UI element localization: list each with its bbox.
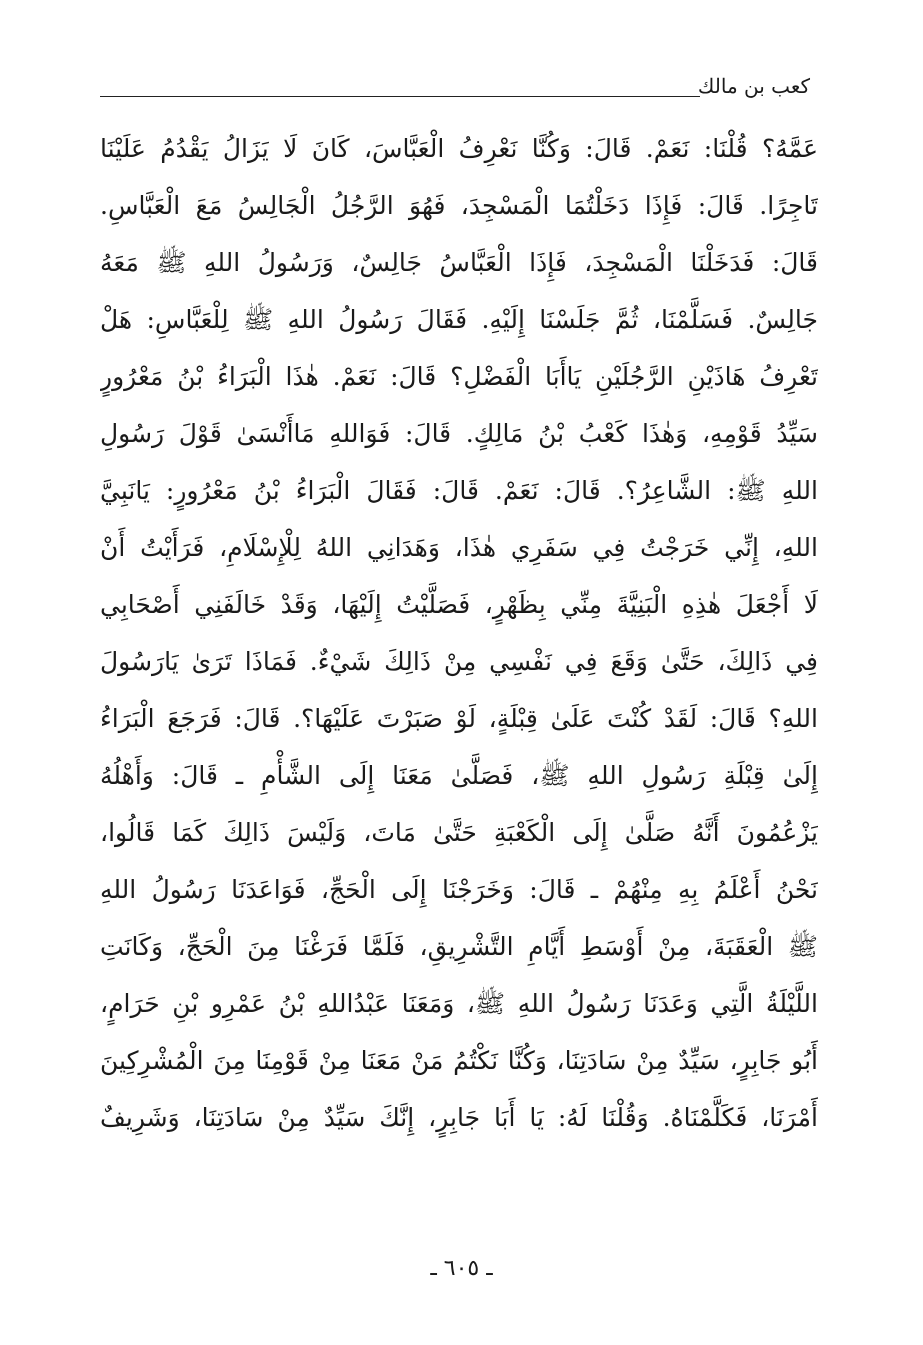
text-line: اللَّيْلَةُ الَّتِي وَعَدَنَا رَسُولُ اللهِ ﷺ، وَمَعَنَا عَبْدُاللهِ بْنُ عَمْرِو بْنِ حَرَامٍ، xyxy=(100,989,818,1018)
text-line: ﷺ الْعَقَبَةَ، مِنْ أَوْسَطِ أَيَّامِ التَّشْرِيقِ، فَلَمَّا فَرَغْنَا مِنَ الْحَجِّ، وَكَانَتِ xyxy=(100,932,818,961)
text-line: اللهِ ﷺ: الشَّاعِرُ؟. قَالَ: نَعَمْ. قَالَ: فَقَالَ الْبَرَاءُ بْنُ مَعْرُورٍ: يَانَبِيَّ xyxy=(100,476,818,505)
text-line: يَزْعُمُونَ أَنَّهُ صَلَّىٰ إِلَى الْكَعْبَةِ حَتَّىٰ مَاتَ، وَلَيْسَ ذَالِكَ كَمَا قَالُوا، xyxy=(100,818,818,847)
text-line: تَعْرِفُ هَاذَيْنِ الرَّجُلَيْنِ يَاأَبَا الْفَضْلِ؟ قَالَ: نَعَمْ. هٰذَا الْبَرَاءُ بْنُ مَعْرُورٍ xyxy=(100,362,818,391)
body-text xyxy=(100,120,818,1146)
text-line: إِلَىٰ قِبْلَةِ رَسُولِ اللهِ ﷺ، فَصَلَّىٰ مَعَنَا إِلَى الشَّأْمِ ـ قَالَ: وَأَهْلُهُ xyxy=(100,761,818,790)
text-line: نَحْنُ أَعْلَمُ بِهِ مِنْهُمْ ـ قَالَ: وَخَرَجْنَا إِلَى الْحَجِّ، فَوَاعَدَنَا رَسُولُ اللهِ xyxy=(100,875,818,904)
text-line: جَالِسٌ. فَسَلَّمْنَا، ثُمَّ جَلَسْنَا إِلَيْهِ. فَقَالَ رَسُولُ اللهِ ﷺ لِلْعَبَّاسِ: هَلْ xyxy=(100,305,818,334)
text-line: أَبُو جَابِرٍ، سَيِّدٌ مِنْ سَادَتِنَا، وَكُنَّا نَكْتُمُ مَنْ مَعَنَا مِنْ قَوْمِنَا مِنَ الْمُشْرِكِينَ xyxy=(100,1046,818,1075)
running-header xyxy=(100,74,810,102)
header-rule xyxy=(100,96,700,97)
text-line: عَمَّهُ؟ قُلْنَا: نَعَمْ. قَالَ: وَكُنَّا نَعْرِفُ الْعَبَّاسَ، كَانَ لَا يَزَالُ يَقْدُمُ عَلَيْنَا xyxy=(100,134,818,163)
running-header-title: كعب بن مالك xyxy=(697,74,810,98)
text-line: أَمْرَنَا، فَكَلَّمْنَاهُ. وَقُلْنَا لَهُ: يَا أَبَا جَابِرٍ، إِنَّكَ سَيِّدٌ مِنْ سَادَتِنَا، وَشَرِيفٌ xyxy=(100,1103,818,1132)
text-line: فِي ذَالِكَ، حَتَّىٰ وَقَعَ فِي نَفْسِي مِنْ ذَالِكَ شَيْءٌ. فَمَاذَا تَرَىٰ يَارَسُولَ xyxy=(100,647,818,676)
text-line: سَيِّدُ قَوْمِهِ، وَهٰذَا كَعْبُ بْنُ مَالِكٍ. قَالَ: فَوَاللهِ مَاأَنْسَىٰ قَوْلَ رَسُولِ xyxy=(100,419,818,448)
text-line: اللهِ، إِنِّي خَرَجْتُ فِي سَفَرِي هٰذَا، وَهَدَانِي اللهُ لِلْإِسْلَامِ، فَرَأَيْتُ أَنْ xyxy=(100,533,818,562)
text-line: اللهِ؟ قَالَ: لَقَدْ كُنْتَ عَلَىٰ قِبْلَةٍ، لَوْ صَبَرْتَ عَلَيْهَا؟. قَالَ: فَرَجَعَ الْبَرَاءُ xyxy=(100,704,818,733)
text-line: لَا أَجْعَلَ هٰذِهِ الْبَنِيَّةَ مِنِّي بِظَهْرٍ، فَصَلَّيْتُ إِلَيْهَا، وَقَدْ خَالَفَنِي أَصْحَابِي xyxy=(100,590,818,619)
text-line: قَالَ: فَدَخَلْنَا الْمَسْجِدَ، فَإِذَا الْعَبَّاسُ جَالِسٌ، وَرَسُولُ اللهِ ﷺ مَعَهُ xyxy=(100,248,818,277)
text-line: تَاجِرًا. قَالَ: فَإِذَا دَخَلْتُمَا الْمَسْجِدَ، فَهُوَ الرَّجُلُ الْجَالِسُ مَعَ الْعَبَّاسِ. xyxy=(100,191,818,220)
page-number: ـ ٦٠٥ ـ xyxy=(430,1256,493,1281)
